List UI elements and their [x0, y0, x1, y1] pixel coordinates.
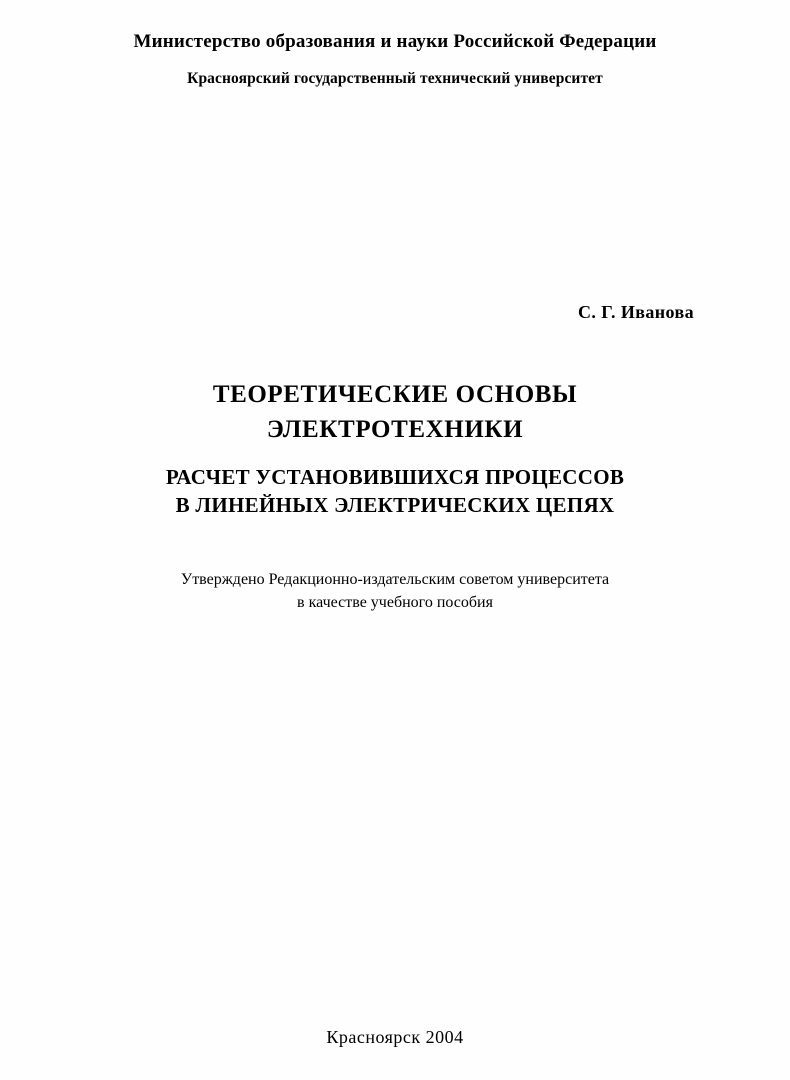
title-main-line-2: ЭЛЕКТРОТЕХНИКИ	[266, 415, 524, 443]
title-main	[0, 378, 790, 447]
author-block	[0, 302, 790, 323]
ministry-name: Министерство образования и науки Российской Федерации	[133, 31, 657, 52]
approval-block	[0, 568, 790, 614]
footer-block	[0, 1027, 790, 1048]
author-name: С. Г. Иванова	[578, 302, 694, 322]
title-sub-line-1: РАСЧЕТ УСТАНОВИВШИХСЯ ПРОЦЕССОВ	[165, 465, 625, 489]
header-block	[0, 30, 790, 89]
title-sub-line-2: В ЛИНЕЙНЫХ ЭЛЕКТРИЧЕСКИХ ЦЕПЯХ	[175, 493, 615, 518]
title-main-line-1: ТЕОРЕТИЧЕСКИЕ ОСНОВЫ	[212, 381, 578, 408]
place-and-year: Красноярск 2004	[326, 1027, 464, 1047]
approval-line-2: в качестве учебного пособия	[297, 594, 493, 612]
university-name: Красноярский государственный технический университет	[187, 69, 603, 87]
approval-line-1: Утверждено Редакционно-издательским советом университета	[180, 571, 610, 588]
title-block	[0, 378, 790, 519]
title-sub	[0, 463, 790, 519]
